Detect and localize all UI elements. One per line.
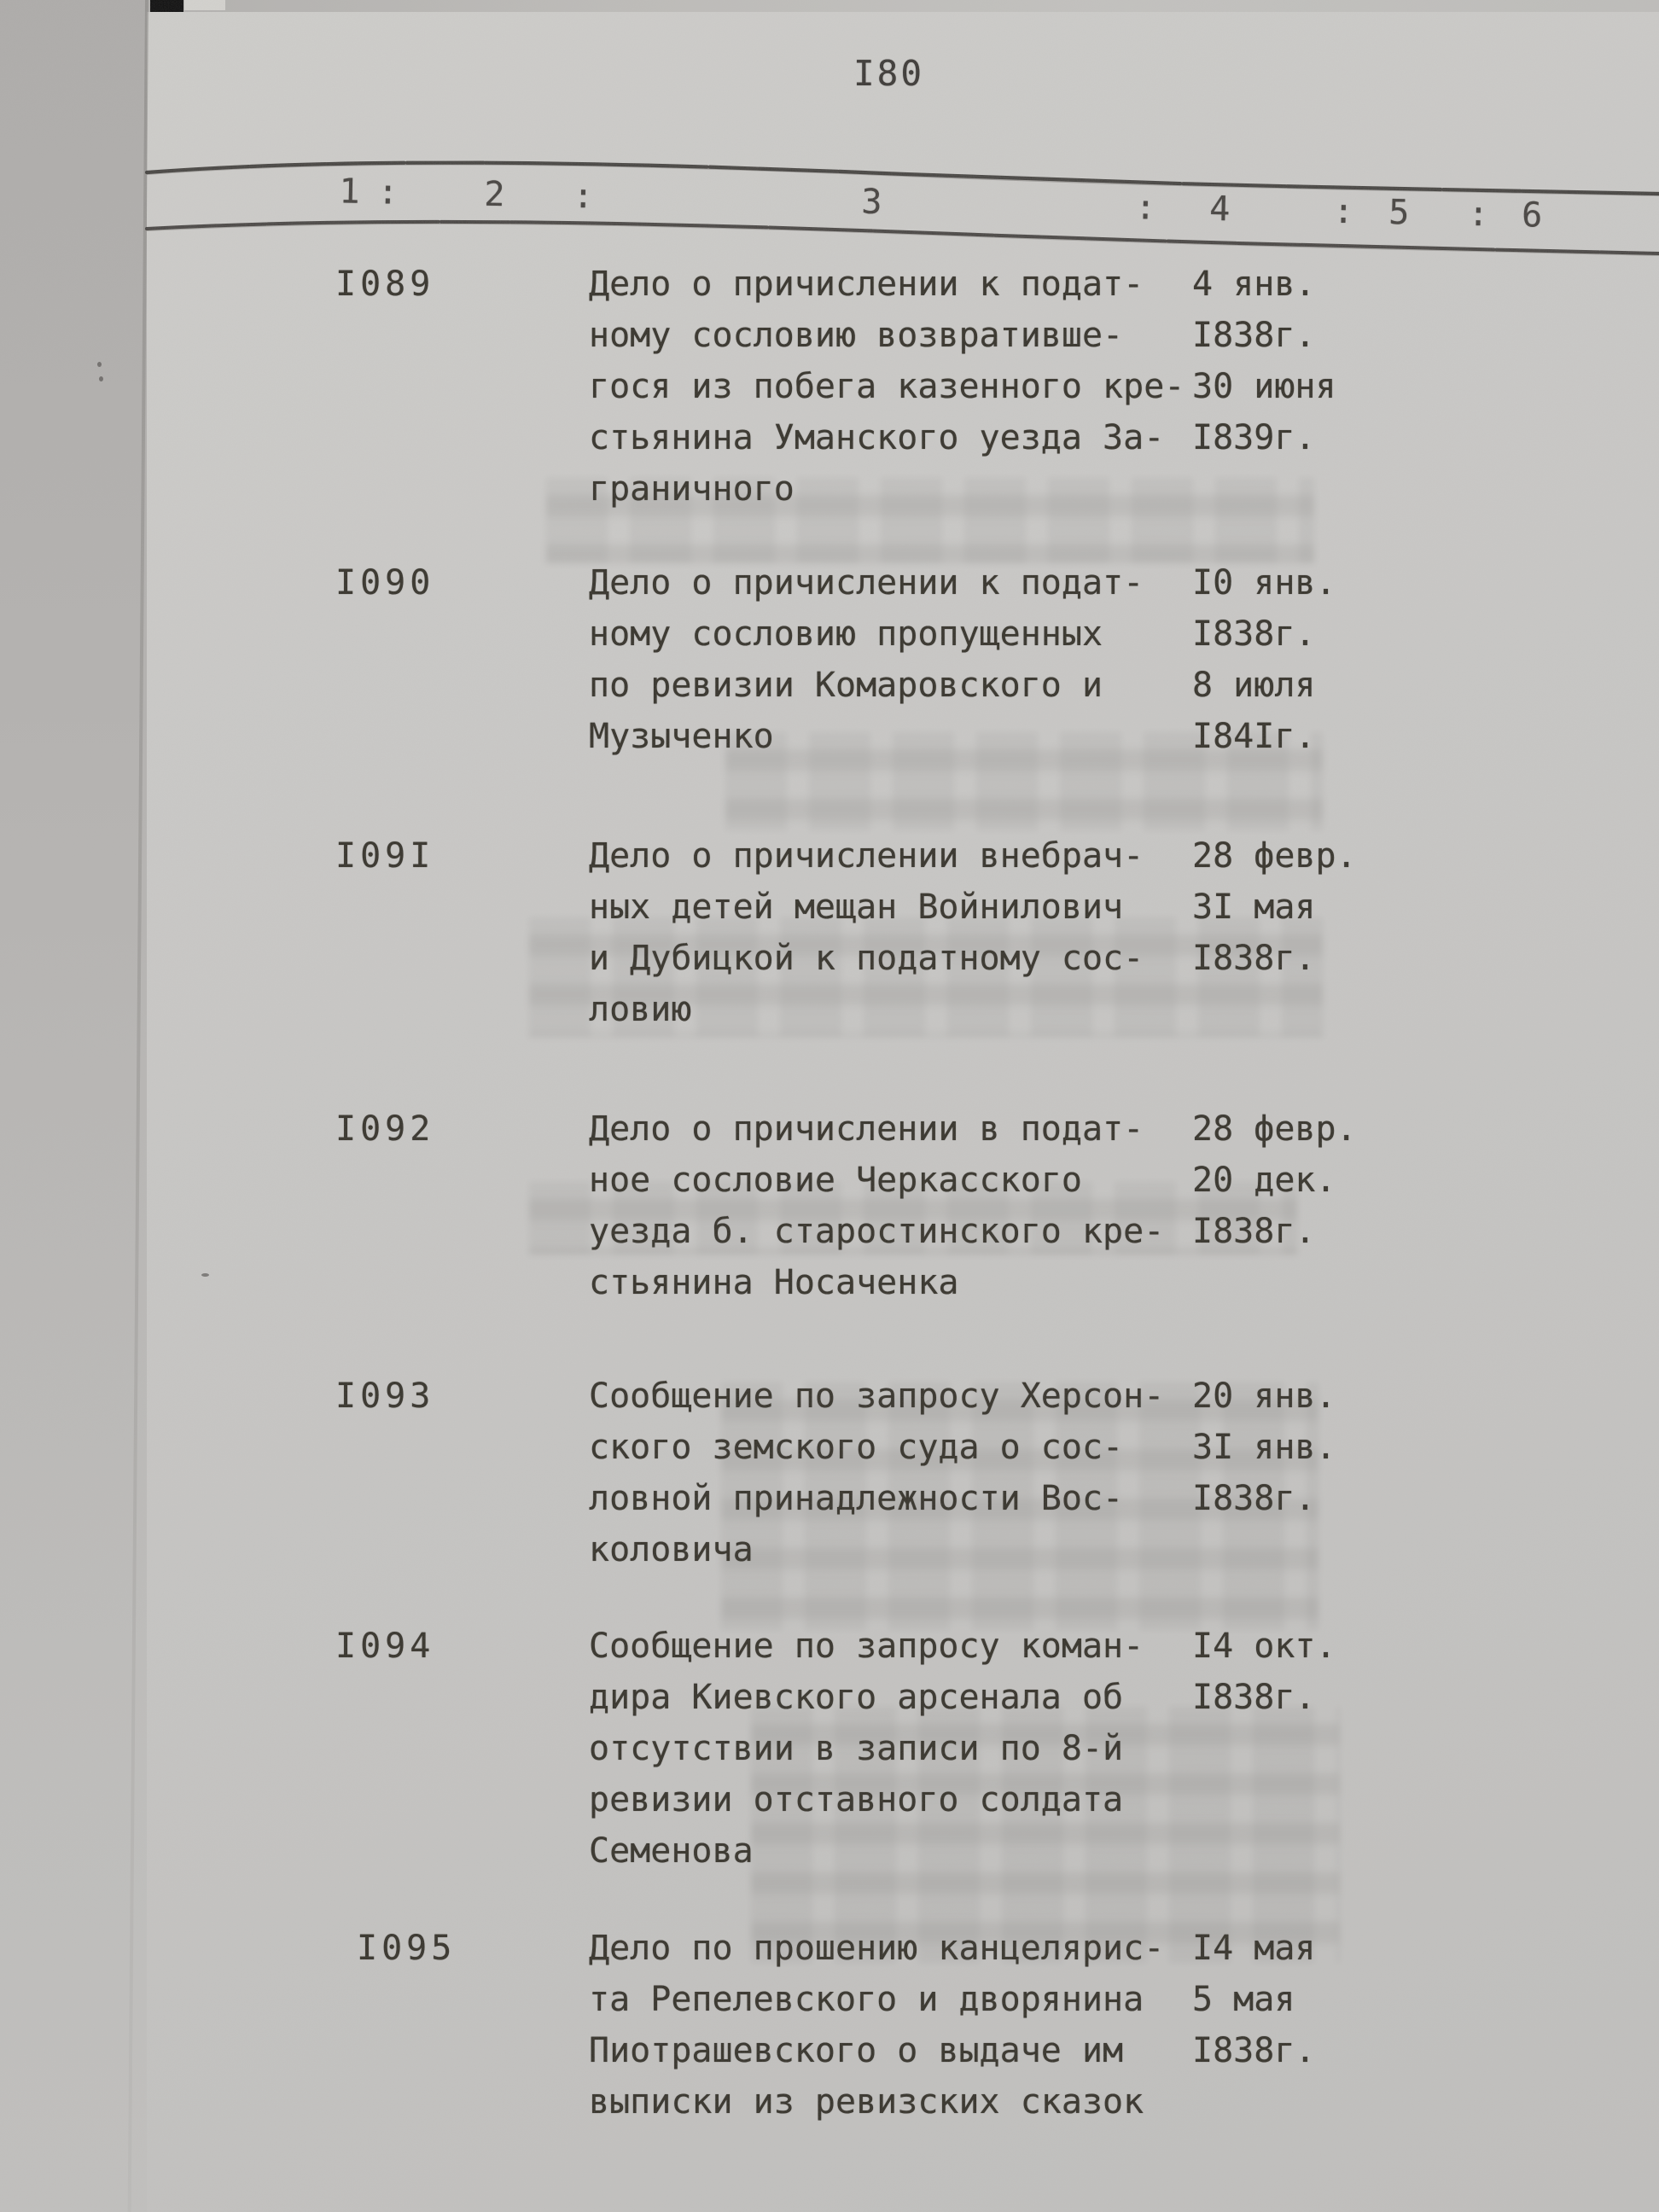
entry-description: Дело о причислении внебрач- ных детей мещан Войнилович и Дубицкой к податному сос- ловию (589, 836, 1144, 1029)
scan-artifact-light-patch (184, 0, 225, 10)
column-separator: : (1134, 188, 1156, 228)
register-entry (0, 1103, 1659, 1308)
entry-number: I094 (335, 1627, 435, 1666)
column-separator: : (1467, 194, 1489, 235)
scan-top-edge-shadow (147, 0, 1659, 12)
entry-description: Сообщение по запросу коман- дира Киевского арсенала об отсутствии в записи по 8-й ревизии отставного солдата Семенова (589, 1627, 1144, 1871)
column-separator: : (377, 172, 399, 212)
entry-dates: I0 янв. I838г. 8 июля I84Iг. (1192, 563, 1336, 756)
column-header-cell: 3 (860, 182, 882, 223)
entry-dates: 28 февр. 3I мая I838г. (1192, 836, 1357, 978)
column-header-cell: 2 (483, 174, 505, 215)
entry-number: I092 (335, 1109, 435, 1149)
register-entry (0, 1923, 1659, 2128)
register-entry (0, 259, 1659, 515)
entry-description: Дело о причислении к подат- ному сословию пропущенных по ревизии Комаровского и Музыченко (589, 563, 1144, 756)
column-header-cell: 6 (1521, 195, 1543, 236)
entry-description: Дело по прошению канцелярис- та Репелевского и дворянина Пиотрашевского о выдаче им выписки из ревизских сказок (589, 1929, 1165, 2122)
column-header-cell: 4 (1208, 189, 1231, 230)
column-header-cell: 1 (339, 172, 361, 212)
entry-number: I090 (335, 563, 435, 602)
entry-description: Сообщение по запросу Херсон- ского земского суда о сос- ловной принадлежности Вос- коловича (589, 1377, 1165, 1569)
register-entry (0, 1621, 1659, 1877)
register-entry (0, 830, 1659, 1035)
page-number: I80 (853, 53, 925, 94)
entry-dates: I4 мая 5 мая I838г. (1192, 1929, 1316, 2070)
entries-table (0, 259, 1659, 2128)
entry-dates: 4 янв. I838г. 30 июня I839г. (1192, 265, 1336, 457)
register-entry (0, 1371, 1659, 1575)
entry-number: I09I (335, 836, 435, 876)
entry-description: Дело о причислении в подат- ное сословие Черкасского уезда б. старостинского кре- стьянина Носаченка (589, 1109, 1165, 1302)
entry-dates: 20 янв. 3I янв. I838г. (1192, 1377, 1336, 1518)
column-separator: : (1332, 191, 1354, 232)
entry-dates: I4 окт. I838г. (1192, 1627, 1336, 1717)
entry-dates: 28 февр. 20 дек. I838г. (1192, 1109, 1357, 1251)
entry-description: Дело о причислении к подат- ному сословию возвративше- гося из побега казенного кре- стьянина Уманского уезда За- граничного (589, 265, 1185, 509)
entry-number: I095 (357, 1929, 457, 1968)
entry-number: I089 (335, 265, 435, 304)
column-header-cell: 5 (1388, 193, 1410, 233)
register-entry (0, 557, 1659, 762)
column-separator: : (572, 176, 594, 217)
entry-number: I093 (335, 1377, 435, 1416)
scan-artifact-black-tab (150, 0, 183, 12)
